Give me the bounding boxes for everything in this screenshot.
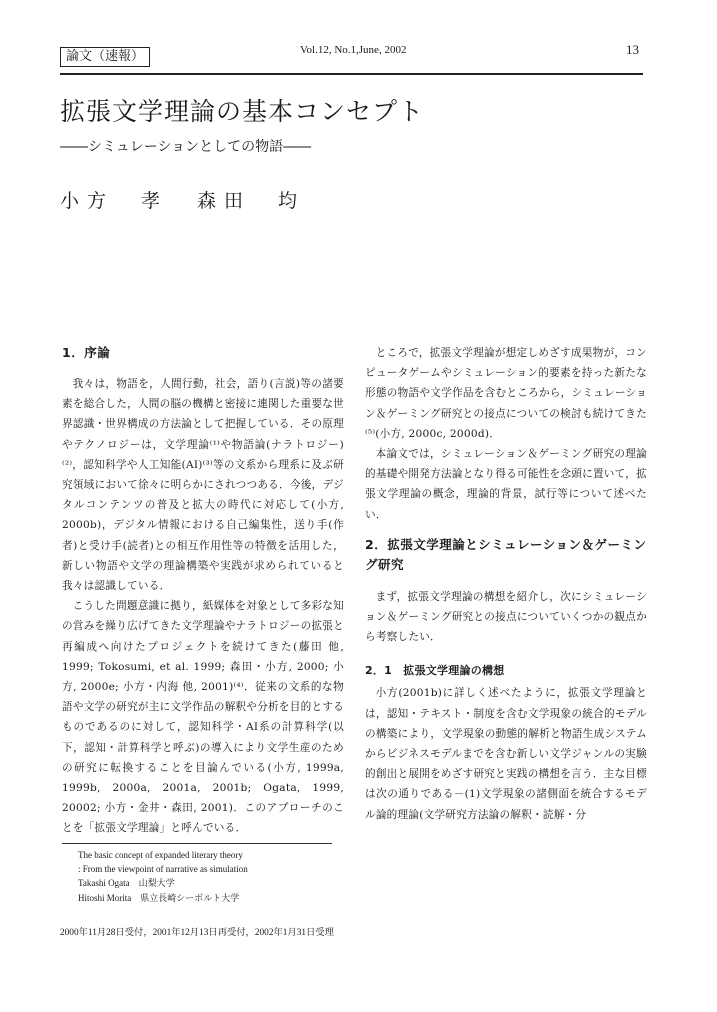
paper-subtitle: ――シミュレーションとしての物語―― [60, 139, 312, 155]
section-2-heading: 2．拡張文学理論とシミュレーション＆ゲーミング研究 [365, 536, 647, 572]
section-1-paragraph-2: こうした問題意識に拠り，紙媒体を対象として多彩な知の営みを繰り広げてきた文学理論やナラトロジーの拡張と再編成へ向けたプロジェクトを続けてきた(藤田 他, 1999; Tokosumi, et al. 1999; 森田・小方, 2000; 小方, 2000e; 小方・内海 他, 2001)⁽⁴⁾．従来の文系的な物語や文学の研究が主に文学作品の解釈や分析を目的とするものであるのに対して，認知科学・AI系の計算科学(以下，認知・計算科学と呼ぶ)の導入により文学生産のための研究に転換することを目論んでいる(小方, 1999a, 1999b, 2000a, 2001a, 2001b; Ogata, 1999, 20002; 小方・金井・森田, 2001)．このアプローチのことを「拡張文学理論」と呼んでいる． [62, 600, 344, 835]
journal-volume: Vol.12, No.1,June, 2002 [300, 44, 407, 56]
header-rule [60, 73, 643, 75]
footnote [78, 848, 248, 905]
author-2: 森田 均 [197, 190, 306, 212]
footnote-english-title: The basic concept of expanded literary theory [78, 850, 243, 860]
left-column [62, 343, 344, 839]
section-1-paragraph-1: 我々は，物語を，人間行動，社会，語り(言説)等の諸要素を総合した，人間の脳の機構と密接に連関した重要な世界認識・世界構成の方法論として把握している．その原理やテクノロジーは，文学理論⁽¹⁾や物語論(ナラトロジー)⁽²⁾，認知科学や人工知能(AI)⁽³⁾等の文系から理系に及ぶ研究領域において徐々に明らかにされつつある．今後，デジタルコンテンツの普及と拡大の時代に対応して(小方, 2000b)，デジタル情報における自己編集性，送り手(作者)と受け手(読者)との相互作用性等の特徴を活用した，新しい物語や文学の理論構築や実践が求められていると我々は認識している． [62, 378, 344, 593]
footnote-rule [62, 843, 332, 844]
article-category-label: 論文（速報） [60, 47, 150, 67]
paper-title: 拡張文学理論の基本コンセプト [60, 97, 425, 126]
received-dates: 2000年11月28日受付，2001年12月13日再受付，2002年1月31日受理 [60, 928, 334, 938]
page-number: 13 [626, 42, 639, 57]
footnote-author-1: Takashi Ogata 山梨大学 [78, 878, 175, 889]
subsection-2-1-paragraph-1: 小方(2001b)に詳しく述べたように，拡張文学理論とは，認知・テキスト・制度を含む文学現象の統合的モデルの構築により，文学現象の動態的解析と物語生成システムからビジネスモデルまでを含む新しい文学ジャンルの実験的創出と展開をめざす研究と実践の構想を言う．主な目標は次の通りである－(1)文学現象の諸側面を統合するモデル論的理論(文学研究方法論の解釈・読解・分 [365, 687, 647, 821]
author-1: 小方 孝 [60, 190, 169, 212]
right-column [365, 343, 647, 825]
subsection-2-1-heading: 2．1 拡張文学理論の構想 [365, 664, 505, 678]
section-2-paragraph-1: まず，拡張文学理論の構想を紹介し，次にシミュレーション＆ゲーミング研究との接点についていくつかの観点から考察したい． [365, 590, 647, 644]
section-1-heading: 1．序論 [62, 345, 111, 360]
section-1-paragraph-3: ところで，拡張文学理論が想定しめざす成果物が，コンピュータゲームやシミュレーション的要素を持った新たな形態の物語や文学作品を含むところから，シミュレーション＆ゲーミング研究との接点についての検討も続けてきた⁽⁵⁾(小方, 2000c, 2000d)． [365, 347, 647, 440]
footnote-english-subtitle: : From the viewpoint of narrative as simulation [78, 864, 248, 875]
footnote-author-2: Hitoshi Morita 県立長崎シーボルト大学 [78, 892, 240, 903]
section-1-paragraph-4: 本論文では，シミュレーション＆ゲーミング研究の理論的基礎や開発方法論となり得る可能性を念頭に置いて，拡張文学理論の概念，理論的背景，試行等について述べたい． [365, 448, 647, 521]
